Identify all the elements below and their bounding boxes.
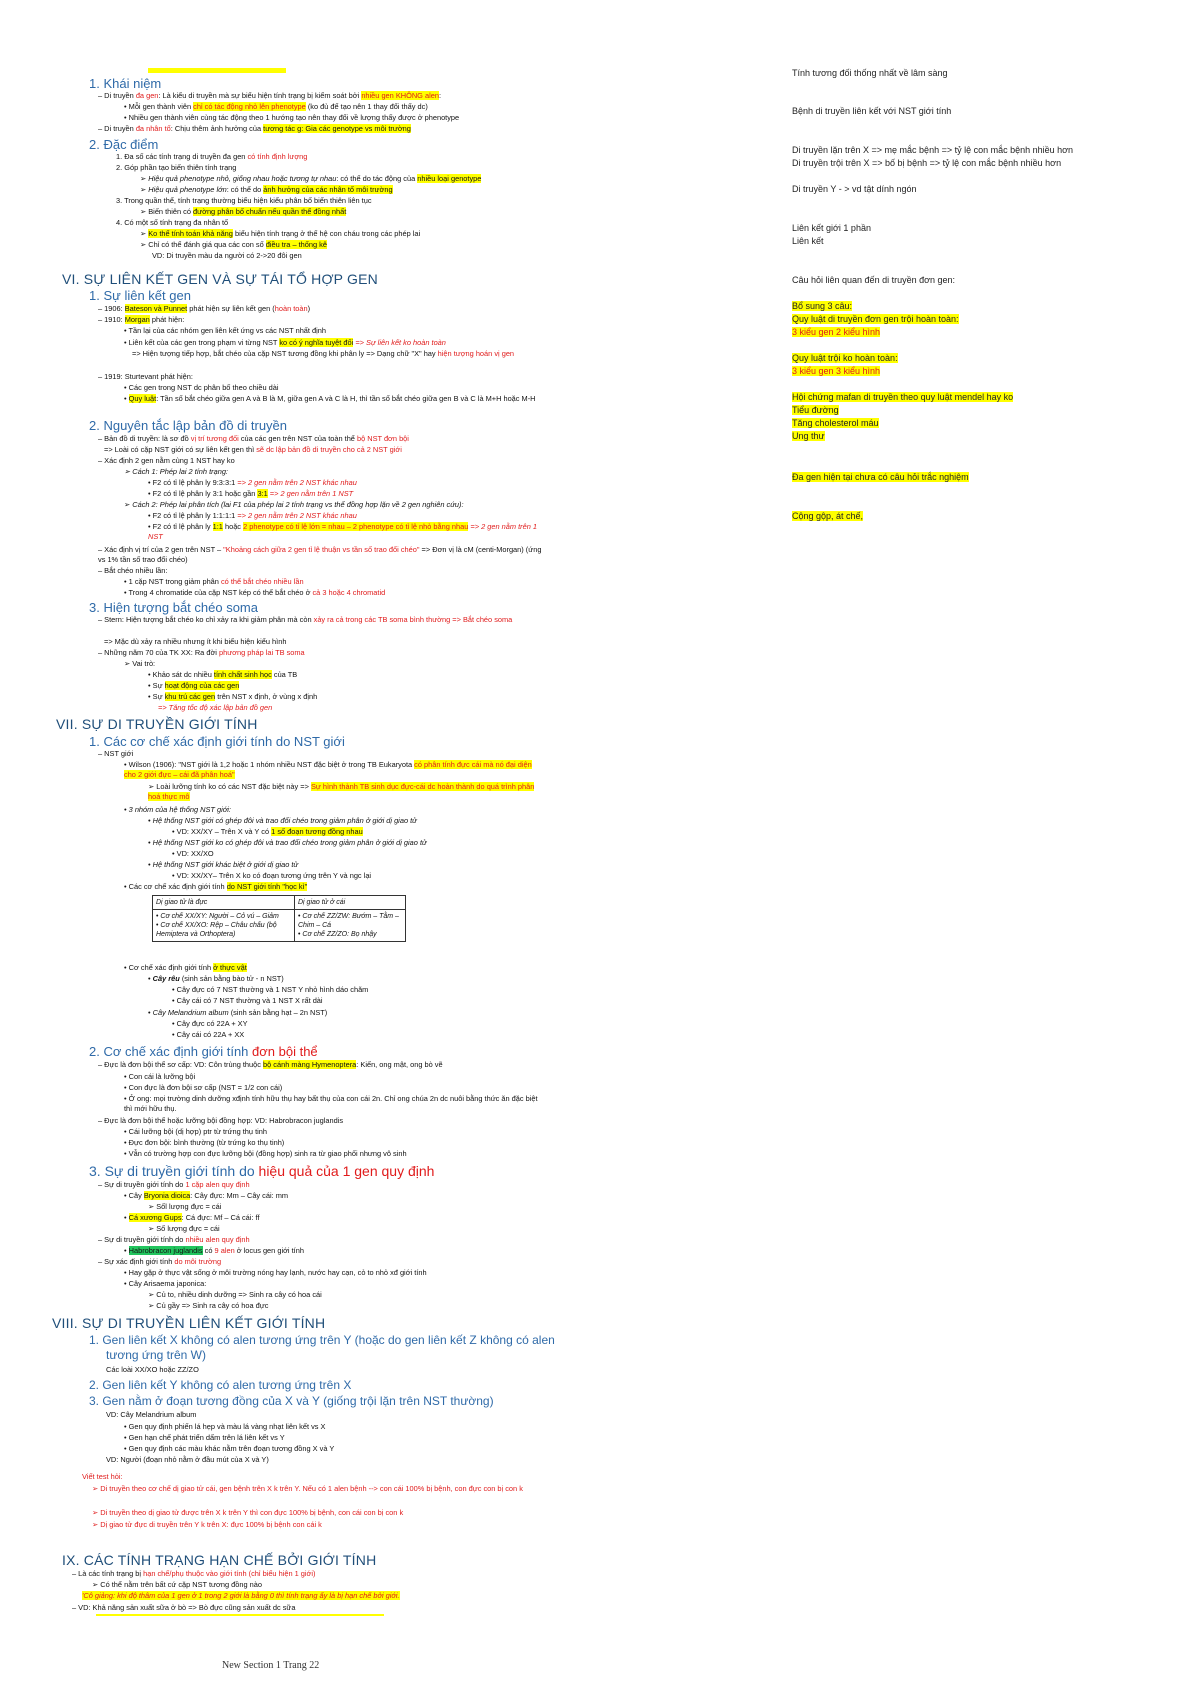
table-header: Dị giao tử ở cái xyxy=(295,896,406,910)
line: • Con cái là lưỡng bội xyxy=(124,1072,196,1081)
line: – 1910: Morgan phát hiện: xyxy=(98,315,185,324)
line: ➢ Cách 1: Phép lai 2 tính trạng: xyxy=(124,467,228,476)
line: • Gen quy định phiến lá hẹp và màu lá vàng nhạt liên kết vs X xyxy=(124,1422,326,1431)
line: ➢ Hiệu quả phenotype nhỏ, giống nhau hoặc tương tự nhau: có thể do tác động của nhiều loại genotype xyxy=(140,174,482,183)
right-note: 3 kiểu gen 3 kiểu hình xyxy=(792,366,881,376)
right-note: Liên kết xyxy=(792,236,824,246)
line: 4. Có một số tính trạng đa nhân tố xyxy=(116,218,229,227)
line: => Mặc dù xảy ra nhiều nhưng ít khi biểu hiện kiểu hình xyxy=(104,637,287,646)
line: Các loài XX/XO hoặc ZZ/ZO xyxy=(106,1365,199,1374)
line: ➢ Di truyền theo cơ chế dị giao tử cái, gen bệnh trên X k trên Y. Nếu có 1 alen bệnh --> con cái 100% bị bệnh, con đực con bị con k xyxy=(92,1484,523,1493)
line: 1. Đa số các tính trạng di truyền đa gen có tính định lượng xyxy=(116,152,308,161)
line: • Gen quy định các màu khác nằm trên đoạn tương đồng X và Y xyxy=(124,1444,335,1453)
line: => Tăng tốc độ xác lập bản đồ gen xyxy=(158,703,273,712)
line: 2. Góp phần tạo biến thiên tính trạng xyxy=(116,163,237,172)
line: • Cây Bryonia dioica: Cây đực: Mm – Cây cái: mm xyxy=(124,1191,289,1200)
line: • Hay gặp ở thực vật sống ở môi trường nóng hay lạnh, nước hay cạn, cỏ to nhỏ xđ giới tính xyxy=(124,1268,427,1277)
line: • Hệ thống NST giới khác biệt ở giới dị giao tử xyxy=(148,860,299,869)
line: • Cây đực có 22A + XY xyxy=(172,1019,248,1028)
line: ➢ Ko thể tính toán khả năng biểu hiện tính trạng ở thế hệ con cháu trong các phép lai xyxy=(140,229,421,238)
right-note: Bổ sung 3 câu: xyxy=(792,301,853,311)
line: – 1919: Sturtevant phát hiện: xyxy=(98,372,193,381)
heading-mot-gen: 3. Sự di truyền giới tính do hiệu quả của 1 gen quy định xyxy=(89,1163,435,1179)
line: • F2 có tỉ lệ phân ly 3:1 hoặc gần 3:1 => 2 gen nằm trên 1 NST xyxy=(148,489,354,498)
line: • Mỗi gen thành viên chỉ có tác động nhỏ lên phenotype (ko đủ để tạo nên 1 thay đổi thấy dc) xyxy=(124,102,428,111)
line: – Đực là đơn bội thể sơ cấp: VD: Côn trùng thuộc bộ cánh màng Hymenoptera: Kiến, ong mật, ong bò vẽ xyxy=(98,1060,443,1069)
line: ➢ Củ gầy => Sinh ra cây có hoa đực xyxy=(148,1301,269,1310)
line: • F2 có tỉ lệ phân ly 1:1:1:1 => 2 gen nằm trên 2 NST khác nhau xyxy=(148,511,357,520)
line: – Những năm 70 của TK XX: Ra đời phương pháp lai TB soma xyxy=(98,648,305,657)
line: • F2 có tỉ lệ phân ly 1:1 hoặc 2 phenotype có tỉ lệ lớn = nhau – 2 phenotype có tỉ lệ nhỏ bằng nhau => 2 gen nằm trên 1 NST xyxy=(148,522,537,541)
line: • Wilson (1906): "NST giới là 1,2 hoặc 1 nhóm nhiều NST đặc biệt ở trong TB Eukaryota có phân tính đực cái mà nó đại diện cho 2 giới đực – cái đã phân hoá" xyxy=(124,760,532,779)
line: • VD: XX/XO xyxy=(172,849,214,858)
heading-lien-ket-gen: 1. Sự liên kết gen xyxy=(89,288,191,303)
line: • Quy luật: Tần số bắt chéo giữa gen A và B là M, giữa gen A và C là H, thì tần số bắt chéo giữa gen B và C là M+H hoặc M-H xyxy=(124,394,536,403)
line: • Các gen trong NST dc phân bố theo chiều dài xyxy=(124,383,279,392)
line: – Bắt chéo nhiều lần: xyxy=(98,566,168,575)
line: • 3 nhóm của hệ thống NST giới: xyxy=(124,805,231,814)
table-cell: • Cơ chế XX/XY: Người – Cỏ vú – Giảm • Cơ chế XX/XO: Rệp – Châu chấu (bộ Hemiptera và Orthoptera) xyxy=(153,910,295,942)
right-note: Câu hỏi liên quan đến di truyền đơn gen: xyxy=(792,275,956,285)
right-note: Tăng cholesterol máu xyxy=(792,418,879,428)
line: • Cây cái có 22A + XX xyxy=(172,1030,245,1039)
line: • Đực đơn bội: bình thường (từ trứng ko thụ tinh) xyxy=(124,1138,285,1147)
line: ➢ Sốl lượng đực = cái xyxy=(148,1202,222,1211)
line: • Cá xương Gups: Cá đực: Mf – Cá cái: ff xyxy=(124,1213,260,1222)
line: • Cây đực có 7 NST thường và 1 NST Y nhỏ hình dáo chăm xyxy=(172,985,369,994)
line: • Sự hoạt động của các gen xyxy=(148,681,240,690)
line: – Xác định vị trí của 2 gen trên NST – "Khoảng cách giữa 2 gen tỉ lệ thuận vs tần số trao đổi chéo" => Đơn vị là cM (centi-Morgan) (ứng vs 1% tần số trao đổi chéo) xyxy=(98,545,542,564)
right-note: Di truyền Y - > vd tật dính ngón xyxy=(792,184,917,194)
line: => Loài có cặp NST giới có sự liên kết gen thì sẽ dc lập bản đồ di truyền cho cả 2 NST giới xyxy=(104,445,402,454)
line: ➢ Hiệu quả phenotype lớn: có thể do ảnh hưởng của các nhân tố môi trường xyxy=(140,185,393,194)
line: – Sự di truyền giới tính do 1 cặp alen quy định xyxy=(98,1180,250,1189)
line: • Sự khu trú các gen trên NST x định, ở vùng x định xyxy=(148,692,318,701)
line: • Các cơ chế xác định giới tính do NST giới tính "học kì" xyxy=(124,882,308,891)
line: • Vẫn có trường hợp con đực lưỡng bội (đồng hợp) sinh ra từ giao phối nhưng vô sinh xyxy=(124,1149,407,1158)
line: • Cây Melandrium album (sinh sản bằng hạt – 2n NST) xyxy=(148,1008,328,1017)
line: ➢ Số lượng đực = cái xyxy=(148,1224,220,1233)
line: – Là các tính trạng bị hạn chế/phụ thuộc vào giới tính (chỉ biểu hiện 1 giới) xyxy=(72,1569,316,1578)
line: • Khảo sát dc nhiều tính chất sinh học của TB xyxy=(148,670,298,679)
table-header: Dị giao tử là đực xyxy=(153,896,295,910)
right-note: 3 kiểu gen 2 kiểu hình xyxy=(792,327,881,337)
line: – VD: Khả năng sản xuất sữa ở bò => Bò đực cũng sản xuất dc sữa xyxy=(72,1603,296,1612)
line: VD: Người (đoạn nhỏ nằm ở đầu mút của X và Y) xyxy=(106,1455,269,1464)
line: • Habrobracon juglandis có 9 alen ở locus gen giới tính xyxy=(124,1246,304,1255)
line: – Sự xác định giới tính do môi trường xyxy=(98,1257,222,1266)
line: – 1906: Bateson và Punnet phát hiện sự liên kết gen (hoàn toàn) xyxy=(98,304,311,313)
section-title-vii: VII. SỰ DI TRUYỀN GIỚI TÍNH xyxy=(56,716,258,732)
line: – Xác định 2 gen nằm cùng 1 NST hay ko xyxy=(98,456,235,465)
line: – Đực là đơn bội thể hoặc lưỡng bội đồng hợp: VD: Habrobracon juglandis xyxy=(98,1116,344,1125)
line: • Con đực là đơn bội sơ cấp (NST = 1/2 con cái) xyxy=(124,1083,283,1092)
heading-gen-x: 1. Gen liên kết X không có alen tương ứng trên Y (hoặc do gen liên kết Z không có alen tương ứng trên W) xyxy=(89,1333,555,1362)
line: ➢ Cách 2: Phép lai phân tích (lai F1 của phép lai 2 tính trạng vs thể đồng hợp lặn về 2 gen nghiên cứu): xyxy=(124,500,464,509)
line: – Sự di truyền giới tính do nhiều alen quy định xyxy=(98,1235,250,1244)
line: – Bản đồ di truyền: là sơ đồ vị trí tương đối của các gen trên NST của toàn thể bộ NST đơn bội xyxy=(98,434,409,443)
line: – NST giới xyxy=(98,749,134,758)
heading-gen-y: 2. Gen liên kết Y không có alen tương ứng trên X xyxy=(89,1378,352,1392)
line: ➢ Di truyền theo dị giao tử được trên X k trên Y thì con đực 100% bị bệnh, con cái con bị con k xyxy=(92,1508,404,1517)
heading-co-che-nst: 1. Các cơ chế xác định giới tính do NST giới xyxy=(89,734,345,749)
right-note: Liên kết giới 1 phần xyxy=(792,223,871,233)
line: • Ở ong: mọi trường dinh dưỡng xđịnh tính hữu thụ hay bất thụ của con cái 2n. Chỉ ong chúa 2n dc nuôi bằng thức ăn đặc biệt thì mới hữu thụ. xyxy=(124,1094,538,1113)
right-note: Đa gen hiện tại chưa có câu hỏi trắc nghiệm xyxy=(792,472,969,482)
line: • Tần lại của các nhóm gen liên kết ứng vs các NST nhất định xyxy=(124,326,327,335)
line: • Liên kết của các gen trong phạm vi từng NST ko có ý nghĩa tuyệt đối => Sự liên kết ko hoàn toàn xyxy=(124,338,446,347)
line: ➢ Dị giao tử đực di truyền trên Y k trên X: đực 100% bị bệnh con cái k xyxy=(92,1520,322,1529)
line: VD: Di truyền màu da người có 2->20 đôi gen xyxy=(152,251,302,260)
section-title-ix: IX. CÁC TÍNH TRẠNG HẠN CHẾ BỞI GIỚI TÍNH xyxy=(62,1552,377,1568)
heading-bat-cheo-soma: 3. Hiện tượng bắt chéo soma xyxy=(89,600,258,615)
line: – Di truyền đa gen: Là kiểu di truyền mà sự biểu hiện tính trạng bị kiểm soát bởi nhiều gen KHÔNG alen: xyxy=(98,91,442,100)
right-note: Di truyền lặn trên X => mẹ mắc bệnh => tỷ lệ con mắc bệnh nhiều hơn xyxy=(792,145,1074,155)
line: • F2 có tỉ lệ phân ly 9:3:3:1 => 2 gen nằm trên 2 NST khác nhau xyxy=(148,478,357,487)
heading-ban-do: 2. Nguyên tắc lập bản đồ di truyền xyxy=(89,418,288,433)
section-title-viii: VIII. SỰ DI TRUYỀN LIÊN KẾT GIỚI TÍNH xyxy=(52,1315,326,1331)
line: ➢ Chỉ có thể đánh giá qua các con số điều tra – thống kê xyxy=(140,240,327,249)
right-note: Cộng gộp, át chế, xyxy=(792,511,864,521)
line: ➢ Củ to, nhiều dinh dưỡng => Sinh ra cây có hoa cái xyxy=(148,1290,322,1299)
table-cell: • Cơ chế ZZ/ZW: Bướm – Tằm – Chim – Cá • Cơ chế ZZ/ZO: Bọ nhậy xyxy=(295,910,406,942)
heading-doan-tuong-dong: 3. Gen nằm ở đoạn tương đồng của X và Y (giống trội lặn trên NST thường) xyxy=(89,1394,494,1408)
line: • Gen hạn chế phát triển dấm trên lá liên kết vs Y xyxy=(124,1433,285,1442)
heading-don-boi: 2. Cơ chế xác định giới tính đơn bội thể xyxy=(89,1044,318,1059)
right-note: Quy luật trội ko hoàn toàn: xyxy=(792,353,898,363)
line: ➢ Có thể nằm trên bất cứ cặp NST tương đồng nào xyxy=(92,1580,262,1589)
line: Viết test hỏi: xyxy=(82,1472,123,1481)
right-note: Tính tương đối thống nhất về lâm sàng xyxy=(792,68,948,78)
page-footer: New Section 1 Trang 22 xyxy=(222,1660,320,1671)
top-highlight-bar xyxy=(148,68,286,73)
line: • Hệ thống NST giới có ghép đôi và trao đổi chéo trong giảm phân ở giới dị giao tử xyxy=(148,816,417,825)
right-note: Hội chứng mafan di truyền theo quy luật mendel hay ko xyxy=(792,392,1014,402)
line: 3. Trong quần thể, tính trạng thường biểu hiện kiểu phân bố biến thiên liên tục xyxy=(116,196,372,205)
line: • 1 cặp NST trong giảm phân có thể bắt chéo nhiều lần xyxy=(124,577,304,586)
line: VD: Cây Melandrium album xyxy=(106,1410,197,1419)
right-note: Ung thư xyxy=(792,431,825,441)
right-note: Quy luật di truyền đơn gen trội hoàn toàn: xyxy=(792,314,959,324)
line: – Di truyền đa nhân tố: Chịu thêm ảnh hưởng của tương tác g: Gia các genotype vs môi trường xyxy=(98,124,411,133)
heading-khai-niem: 1. Khái niệm xyxy=(89,76,162,91)
line: • Cơ chế xác định giới tính ở thực vật xyxy=(124,963,247,972)
section-title-vi: VI. SỰ LIÊN KẾT GEN VÀ SỰ TÁI TỔ HỢP GEN xyxy=(62,271,378,287)
line: ➢ Biến thiên có đường phân bố chuẩn nếu quần thể đồng nhất xyxy=(140,207,347,216)
right-note: Tiểu đường xyxy=(792,405,839,415)
line: • Cái lưỡng bội (dị hợp) ptr từ trứng thụ tinh xyxy=(124,1127,267,1136)
line: • Hệ thống NST giới ko có ghép đôi và trao đổi chéo trong giảm phân ở giới dị giao tử xyxy=(148,838,427,847)
right-note: Di truyền trội trên X => bố bị bệnh => tỷ lệ con mắc bệnh nhiều hơn xyxy=(792,158,1062,168)
line: • Nhiều gen thành viên cùng tác động theo 1 hướng tạo nên thay đổi về lượng thấy được ở phenotype xyxy=(124,113,460,122)
heading-dac-diem: 2. Đặc điểm xyxy=(89,137,159,152)
line: • Cây cái có 7 NST thường và 1 NST X rất dài xyxy=(172,996,323,1005)
bottom-highlight-bar xyxy=(96,1614,384,1616)
line: • Cây Arisaema japonica: xyxy=(124,1279,207,1288)
right-note: Bệnh di truyền liên kết với NST giới tính xyxy=(792,106,952,116)
line: • Cây rêu (sinh sản bằng bào tử - n NST) xyxy=(148,974,284,983)
line: => Hiện tượng tiếp hợp, bắt chéo của cặp NST tương đồng khi phân ly => Dạng chữ "X" hay hiện tượng hoán vị gen xyxy=(132,349,515,358)
line: ➢ Loài lưỡng tính ko có các NST đặc biệt này => Sự hình thành TB sinh dục đực-cái dc hoàn thành do quá trình phân hoá thực mô xyxy=(148,782,535,801)
sex-determination-table xyxy=(152,895,406,942)
line: • VD: XX/XY– Trên X ko có đoạn tương ứng trên Y và ngc lại xyxy=(172,871,372,880)
line: 'Cô giảng: khi độ thâm của 1 gen ở 1 trong 2 giới là bằng 0 thì tính trạng ấy là bị hạn chế bởi giới. xyxy=(82,1591,400,1600)
line: • VD: XX/XY – Trên X và Y có 1 số đoạn tương đồng nhau xyxy=(172,827,363,836)
line: – Stern: Hiện tượng bắt chéo ko chỉ xảy ra khi giảm phân mà còn xảy ra cả trong các TB soma bình thường => Bắt chéo soma xyxy=(98,615,513,624)
line: • Trong 4 chromatide của cặp NST kép có thể bắt chéo ở cả 3 hoặc 4 chromatid xyxy=(124,588,386,597)
line: ➢ Vai trò: xyxy=(124,659,156,668)
